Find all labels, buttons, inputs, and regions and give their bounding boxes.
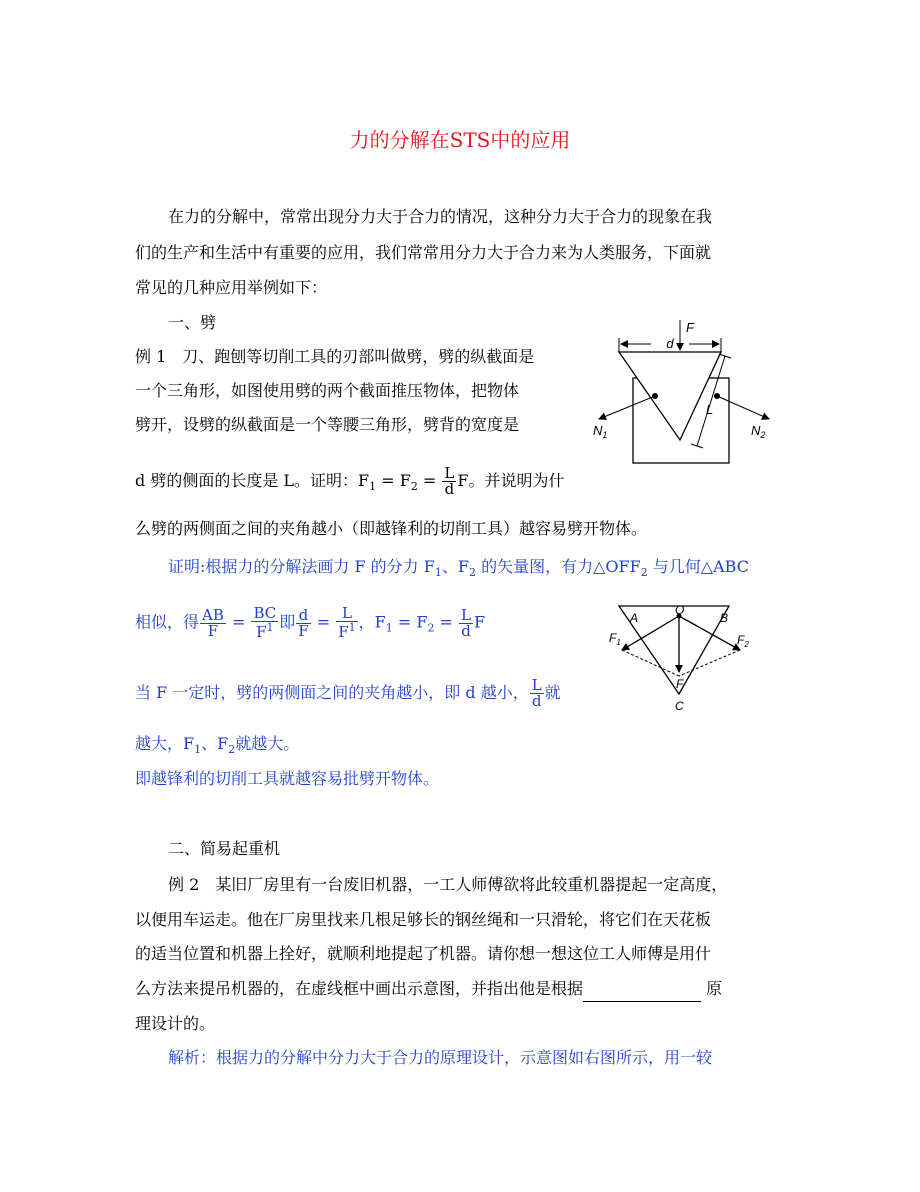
subscript: 1 [434, 566, 442, 580]
example1-line-4-suffix: F。并说明为什 [457, 471, 565, 490]
subscript: 1 [385, 621, 393, 635]
intro-line-2: 们的生产和生活中有重要的应用，我们常常用分力大于合力来为人类服务，下面就 [135, 243, 712, 262]
fraction-L-over-d [442, 466, 456, 497]
subscript: 1 [369, 480, 377, 494]
vector-F2 [679, 616, 740, 650]
text: N [593, 423, 603, 438]
superscript: 1 [266, 621, 274, 634]
example1-line-3: 劈开，设劈的纵截面是一个等腰三角形，劈背的宽度是 [135, 415, 520, 434]
text: F [474, 612, 486, 632]
text: 、F [441, 557, 469, 576]
label-F1 [609, 631, 621, 647]
text: 就 [544, 683, 561, 702]
intro-line-1: 在力的分解中，常常出现分力大于合力的情况，这种分力大于合力的现象在我 [168, 207, 713, 226]
proof-line-3 [135, 676, 561, 710]
text: ，F [358, 612, 386, 632]
text: 的矢量图，有力△OFF [475, 557, 641, 576]
fraction-L-over-d [459, 605, 473, 640]
fraction-L-over-d [530, 678, 544, 709]
subscript: 2 [228, 743, 236, 757]
subscript: 1 [616, 638, 621, 647]
label-A: A [630, 611, 639, 625]
denominator: F [200, 623, 226, 639]
text: F [737, 633, 745, 647]
text: 相似，得 [135, 612, 200, 632]
analysis-line: 解析：根据力的分解中分力大于合力的原理设计，示意图如右图所示，用一较 [168, 1048, 713, 1067]
text: F [338, 623, 349, 641]
label-C: C [675, 699, 684, 713]
intro-line-3: 常见的几种应用举例如下： [135, 278, 328, 297]
text: 越大，F [135, 734, 195, 753]
text: 原 [701, 979, 723, 998]
text: :根据力的分解法画力 F 的分力 F [200, 557, 435, 576]
fraction-d-over-F [296, 605, 310, 640]
numerator: L [461, 605, 472, 624]
subscript: 2 [468, 566, 476, 580]
text: = [311, 612, 336, 632]
wedge-triangle [619, 352, 721, 440]
fraction-BC-over-F1 [251, 606, 278, 640]
text: 即 [279, 612, 296, 632]
label-F: F [676, 677, 684, 691]
superscript: 1 [348, 621, 356, 634]
text: = F [392, 612, 428, 632]
page-title: 力的分解在STS中的应用 [349, 128, 571, 152]
denominator [251, 621, 278, 640]
text: F [256, 623, 267, 641]
proof-line-2 [135, 604, 486, 641]
subscript: 2 [427, 621, 435, 635]
answer-blank [583, 985, 701, 1002]
text: = [434, 612, 459, 632]
force-vector-figure [604, 602, 764, 718]
proof-line-1 [168, 554, 749, 580]
text: 么方法来提吊机器的，在虚线框中画出示意图，并指出他是根据 [135, 979, 584, 998]
numerator: L [531, 676, 542, 694]
denominator [336, 621, 357, 640]
text: = F [376, 471, 411, 490]
subscript: 1 [194, 743, 202, 757]
proof-line-5: 即越锋利的切削工具就越容易批劈开物体。 [135, 769, 440, 788]
force-N1-arrow [599, 396, 655, 419]
label-N2 [751, 423, 765, 440]
numerator: d [298, 605, 309, 624]
proof-line-4 [135, 731, 299, 757]
label-d: d [666, 336, 674, 351]
text: F [609, 631, 617, 645]
numerator: L [341, 604, 352, 622]
denominator: d [530, 693, 544, 709]
text: 、F [201, 734, 229, 753]
subscript: 2 [410, 480, 418, 494]
subscript: 1 [602, 430, 608, 440]
numerator: L [444, 464, 455, 482]
dashed-line-right [679, 650, 740, 676]
text: 与几何△ABC [647, 557, 749, 576]
wedge-figure [585, 318, 785, 470]
subscript: 2 [760, 430, 766, 440]
denominator: d [459, 623, 473, 639]
label-F2 [737, 633, 749, 649]
denominator: d [442, 481, 456, 497]
example1-line-4-prefix: d 劈的侧面的长度是 L。证明：F [135, 471, 370, 490]
example2-line-2: 以便用车运走。他在厂房里找来几根足够长的钢丝绳和一只滑轮，将它们在天花板 [135, 910, 712, 929]
fraction-AB-over-F [200, 605, 226, 640]
denominator: F [298, 621, 309, 640]
numerator: BC [253, 604, 277, 622]
label-B: B [720, 611, 729, 625]
example1-line-1: 例 1 刀、跑刨等切削工具的刃部叫做劈，劈的纵截面是 [135, 347, 535, 366]
proof-label: 证明 [168, 557, 201, 576]
text: = [226, 612, 251, 632]
section2-heading: 二、简易起重机 [168, 839, 281, 858]
label-N1 [593, 423, 607, 440]
dashed-line-left [622, 650, 679, 676]
subscript: 2 [744, 640, 749, 649]
example1-line-2: 一个三角形，如图使用劈的两个截面推压物体，把物体 [135, 381, 520, 400]
text: 就越大。 [235, 734, 300, 753]
text: N [751, 423, 761, 438]
text: 当 F 一定时，劈的两侧面之间的夹角越小，即 d 越小， [135, 683, 529, 702]
example2-line-5: 理设计的。 [135, 1014, 216, 1033]
subscript: 2 [640, 566, 648, 580]
example2-line-4 [135, 976, 722, 1002]
label-L: L [706, 402, 714, 417]
label-F: F [686, 320, 694, 335]
label-O: O [675, 603, 685, 617]
text: = [417, 471, 442, 490]
section1-heading: 一、劈 [168, 313, 217, 332]
numerator: AB [202, 605, 224, 624]
example1-line-5: 么劈的两侧面之间的夹角越小（即越锋利的切削工具）越容易劈开物体。 [135, 519, 648, 538]
example2-line-3: 的适当位置和机器上拴好，就顺利地提起了机器。请你想一想这位工人师傅是用什 [135, 944, 712, 963]
fraction-L-over-F1 [336, 606, 357, 640]
example2-line-1: 例 2 某旧厂房里有一台废旧机器，一工人师傅欲将此较重机器提起一定高度， [168, 875, 728, 894]
example1-line-4 [135, 464, 565, 498]
force-N2-arrow [717, 396, 769, 419]
